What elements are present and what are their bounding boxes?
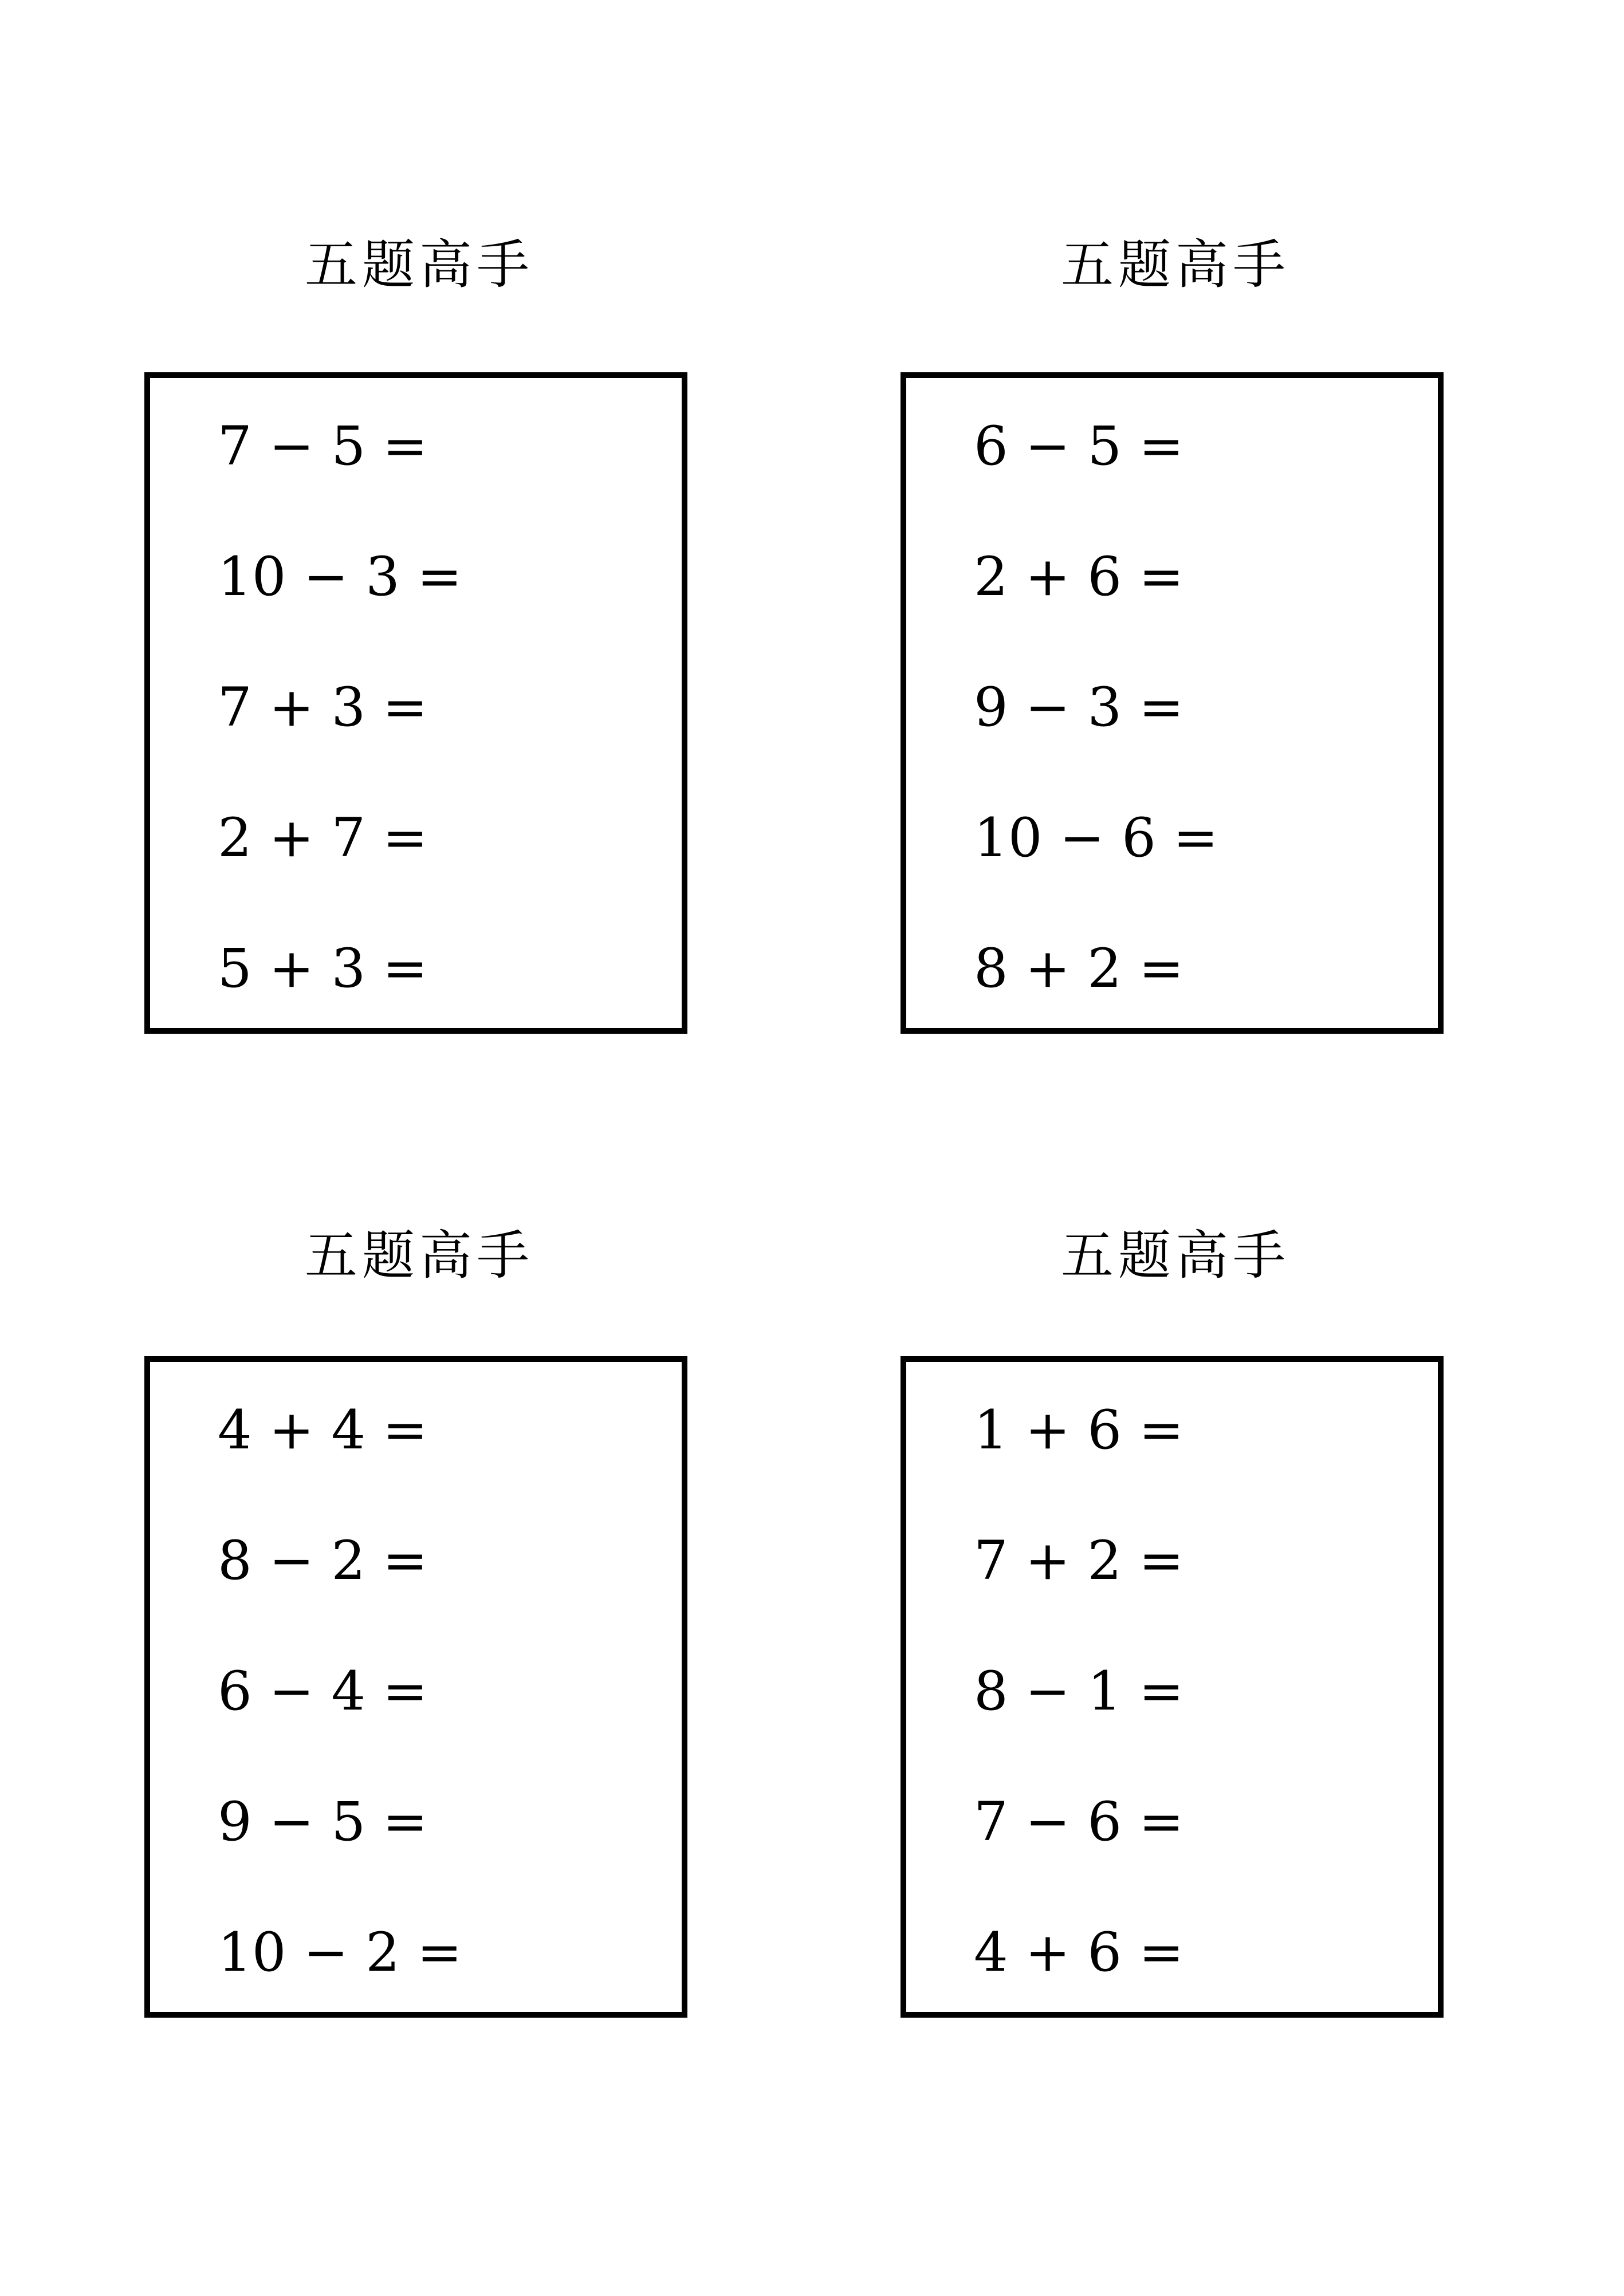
problem-box [144,372,687,1034]
math-problem: 7 − 6 = [974,1791,1184,1853]
worksheet-title: 五题高手 [1060,1225,1290,1286]
math-problem: 8 − 2 = [218,1530,428,1592]
problem-box [144,1356,687,2018]
problem-box [901,1356,1444,2018]
math-problem: 1 + 6 = [974,1399,1184,1462]
math-problem: 9 − 5 = [218,1791,428,1853]
worksheet-title: 五题高手 [304,234,534,296]
math-problem: 7 − 5 = [218,415,428,478]
math-problem: 8 − 1 = [974,1660,1184,1723]
problem-box [901,372,1444,1034]
math-problem: 6 − 5 = [974,415,1184,478]
math-problem: 8 + 2 = [974,938,1184,1000]
math-problem: 9 − 3 = [974,676,1184,739]
math-problem: 2 + 7 = [218,807,428,869]
math-problem: 10 − 2 = [218,1921,462,1984]
math-problem: 7 + 2 = [974,1530,1184,1592]
math-problem: 10 − 3 = [218,546,462,608]
math-problem: 5 + 3 = [218,938,428,1000]
worksheet-title: 五题高手 [1060,234,1290,296]
math-problem: 10 − 6 = [974,807,1218,869]
math-problem: 6 − 4 = [218,1660,428,1723]
worksheet-title: 五题高手 [304,1225,534,1286]
math-problem: 4 + 6 = [974,1921,1184,1984]
math-problem: 4 + 4 = [218,1399,428,1462]
math-problem: 2 + 6 = [974,546,1184,608]
math-problem: 7 + 3 = [218,676,428,739]
